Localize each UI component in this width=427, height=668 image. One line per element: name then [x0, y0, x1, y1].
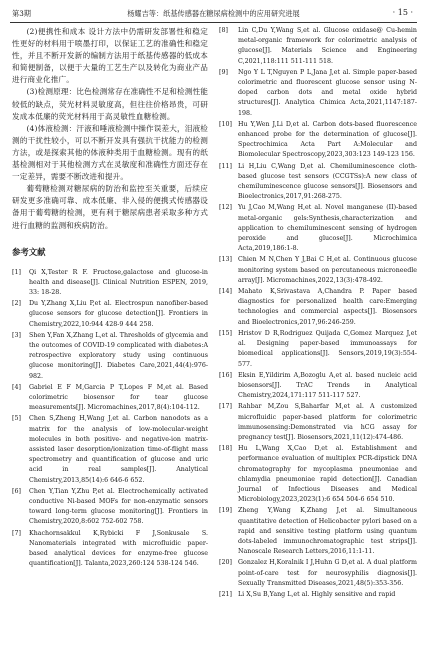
reference-item	[219, 162, 417, 203]
reference-text: Lin C,Du Y,Wang S,et al. Glucose oxidase@ Cu-hemin metal-organic framework for colorimetric analysis of glucose[J]. Materials Science and Engineering C,2021,118:111 511-111 518.	[238, 27, 417, 65]
reference-text: Li X,Su B,Yang L,et al. Highly sensitive and rapid	[238, 590, 396, 598]
reference-item	[219, 68, 417, 119]
reference-text: Hristov D R,Rodriguez Quijada C,Gomez Marquez J,et al. Designing paper-based immunoassays for biomedical applications[J]. Sensors,2019,19(3):554-577.	[238, 329, 417, 368]
body-paragraph: (3)检测原理：比色检测常存在准确性不足和检测性能较低的缺点，荧光材料灵敏度高，但往往价格昂贵，可研发成本低廉的荧光材料用于高灵敏性血糖检测。	[12, 87, 208, 121]
reference-item	[219, 203, 417, 254]
reference-number: [14]	[219, 288, 232, 296]
reference-number: [18]	[219, 445, 232, 453]
reference-text: Gabriel E F M,Garcia P T,Lopes F M,et al. Based colorimetric biosensor for tear glucose measurements[J]. Micromachines,2017,8(4):104-112.	[29, 383, 208, 412]
reference-text: Chen Y,Tian Y,Zhu P,et al. Electrochemically activated conductive Ni-based MOFs for non-enzymatic sensors toward long-term glucose monitoring[J]. Frontiers in Chemistry,2020,8:602 752-602 758.	[29, 487, 208, 526]
reference-number: [5]	[12, 415, 21, 423]
reference-number: [13]	[219, 256, 232, 264]
reference-text: Chien M N,Chen Y J,Bai C H,et al. Continuous glucose monitoring system based on percutaneous microneedle array[J]. Micromachines,2022,13(3):478-492.	[238, 256, 417, 284]
reference-item	[219, 287, 417, 328]
reference-list-left	[12, 268, 208, 570]
reference-number: [19]	[219, 507, 232, 515]
reference-text: Yu J,Cao M,Wang H,et al. Novel manganese (II)-based metal-organic gels:Synthesis,characterization and application to chemiluminescent sensing of hydrogen peroxide and glucose[J]. Microchimica Acta,2019,186:1-8.	[238, 204, 417, 253]
reference-item	[12, 487, 208, 528]
reference-text: Eksin E,Yildirim A,Bozoglu A,et al. based nucleic acid biosensors[J]. TrAC Trends in Analytical Chemistry,2024,171:117 511-117 527.	[238, 371, 417, 400]
reference-item	[219, 558, 417, 589]
reference-number: [10]	[219, 120, 232, 128]
reference-number: [17]	[219, 403, 232, 411]
reference-item	[219, 506, 417, 557]
reference-text: Hu L,Wang X,Cao D,et al. Establishment and performance evaluation of multiplex PCR-dipstick DNA chromatography for mycoplasma pneumoniae and chlamydia pneumoniae rapid detection[J]. Canadian Journal of Infectious Diseases and Medical Microbiology,2023,2023(1):6 654 504-6 654 510.	[238, 445, 417, 504]
issue-number: 第3期	[12, 9, 31, 18]
body-paragraph: 葡萄糖检测对糖尿病的防治和监控至关重要，后续应研发更多准确可靠、成本低廉、非入侵的便携式传感器设备用于葡萄糖的检测，更有利于糖尿病患者采取多种方式进行血糖的监测和疾病防治。	[12, 184, 208, 230]
reference-number: [1]	[12, 268, 21, 276]
reference-number: [16]	[219, 371, 232, 379]
reference-item	[219, 444, 417, 505]
reference-number: [9]	[219, 68, 228, 76]
reference-text: Li H,Liu C,Wang D,et al. Chemiluminescence cloth-based glucose test sensors (CCGTSs):A new class of chemiluminescence glucose sensors[J]. Biosensors and Bioelectronics,2017,91:268-275.	[238, 162, 417, 201]
reference-item	[219, 402, 417, 443]
reference-item	[12, 529, 208, 570]
reference-item	[219, 329, 417, 370]
running-title: 杨耀吉等：纸基传感器在糖尿病检测中的应用研究进展	[127, 9, 300, 18]
reference-text: Rahbar M,Zou S,Baharfar M,et al. A customized microfluidic paper-based platform for colorimetric immunosensing:Demonstrated via hCG assay for pregnancy test[J]. Biosensors,2021,11(12):474-486.	[238, 403, 417, 441]
reference-number: [20]	[219, 559, 232, 567]
reference-text: Chen S,Zheng H,Wang J,et al. Carbon nanodots as a matrix for the analysis of low-molecular-weight molecules in both positive- and negative-ion matrix-assisted laser desorption/ionization time-of-flight mass spectrometry and quantification of glucose and uric acid in real samples[J]. Analytical Chemistry,2013,85(14):6 646-6 652.	[29, 415, 208, 484]
left-column	[12, 26, 208, 666]
reference-item	[12, 299, 208, 330]
reference-item	[219, 371, 417, 402]
reference-text: Mahato K,Srivastava A,Chandra P. Paper based diagnostics for personalized health care:Emerging technologies and commercial aspects[J]. Biosensors and Bioelectronics,2017,96:246-259.	[238, 288, 417, 326]
reference-number: [7]	[12, 529, 21, 537]
reference-text: Hu Y,Wen J,Li D,et al. Carbon dots-based fluorescence enhanced probe for the determination of glucose[J]. Spectrochimica Acta Part A:Molecular and Biomolecular Spectroscopy,2023,303:123 149-123 156.	[238, 120, 417, 159]
reference-number: [8]	[219, 27, 228, 34]
reference-number: [21]	[219, 590, 232, 598]
reference-item	[219, 590, 417, 600]
reference-item	[12, 383, 208, 414]
reference-number: [6]	[12, 487, 21, 495]
reference-text: Khachornsakkul K,Rybicki F J,Sonkusale S. Nanomaterials integrated with microfluidic paper-based analytical devices for enzyme-free glucose quantification[J]. Talanta,2023,260:124 538-124 546.	[29, 529, 208, 568]
reference-number: [15]	[219, 329, 232, 337]
reference-number: [3]	[12, 331, 21, 339]
body-paragraph: (4)体液检测：汗液和唾液检测中操作误差大，泪液检测的干扰性较小，可以不断开发具有强抗干扰能力的检测方法，或是探索其他的体液种类用于血糖检测。现有的纸基检测相对于其他检测方式在灵敏度和准确性方面还存在一定差异，需要不断改进和提升。	[12, 123, 208, 182]
reference-number: [2]	[12, 300, 21, 308]
right-column	[219, 26, 417, 666]
reference-item	[219, 26, 417, 67]
reference-item	[219, 255, 417, 286]
reference-text: Ngo Y L T,Nguyen P L,Jana J,et al. Simple paper-based colorimetric and fluorescent glucose sensor using N-doped carbon dots and metal oxide hybrid structures[J]. Analytica Chimica Acta,2021,1147:187-198.	[238, 68, 417, 117]
reference-item	[12, 331, 208, 382]
reference-list-right	[219, 26, 417, 600]
reference-number: [11]	[219, 162, 232, 170]
page-number: · 15 ·	[392, 8, 413, 17]
reference-number: [4]	[12, 383, 21, 391]
body-text	[12, 26, 208, 232]
running-header	[10, 8, 417, 23]
reference-text: Shen Y,Fan X,Zhang L,et al. Thresholds of glycemia and the outcomes of COVID-19 complicated with diabetes:A retrospective exploratory study using continuous glucose monitoring[J]. Diabetes Care,2021,44(4):976-982.	[29, 331, 208, 380]
references-heading: 参考文献	[12, 246, 46, 257]
reference-item	[12, 414, 208, 485]
reference-text: Du Y,Zhang X,Liu P,et al. Electrospun nanofiber-based glucose sensors for glucose detection[J]. Frontiers in Chemistry,2022,10:944 428-9 444 258.	[29, 300, 208, 328]
reference-text: Zheng Y,Wang K,Zhang J,et al. Simultaneous quantitative detection of Helicobacter pylori based on a rapid and sensitive testing platform using quantum dots-labeled immunochromatographic test strips[J]. Nanoscale Research Letters,2016,11:1-11.	[238, 507, 417, 556]
reference-text: Qi X,Tester R F. Fructose,galactose and glucose-in health and disease[J]. Clinical Nutrition ESPEN, 2019, 33: 18-28.	[29, 268, 208, 296]
reference-number: [12]	[219, 204, 232, 212]
reference-item	[12, 268, 208, 299]
body-paragraph: (2)便携性和成本 设计方法中仍需研发部署性和稳定性更好的材料用于喷墨打印，以保证工艺的准确性和稳定性，并且不断开发新的编制方法用于纸基传感器的低成本和简便制备，以便于大量的工艺生产以及转化为商业产品进行商业化推广。	[12, 27, 208, 85]
reference-item	[219, 120, 417, 161]
reference-text: Gonzalez H,Koralnik I J,Huhn G D,et al. A dual platform point-of-care test for neurosyphilis diagnosis[J]. Sexually Transmitted Diseases,2021,48(5):353-356.	[238, 559, 417, 587]
